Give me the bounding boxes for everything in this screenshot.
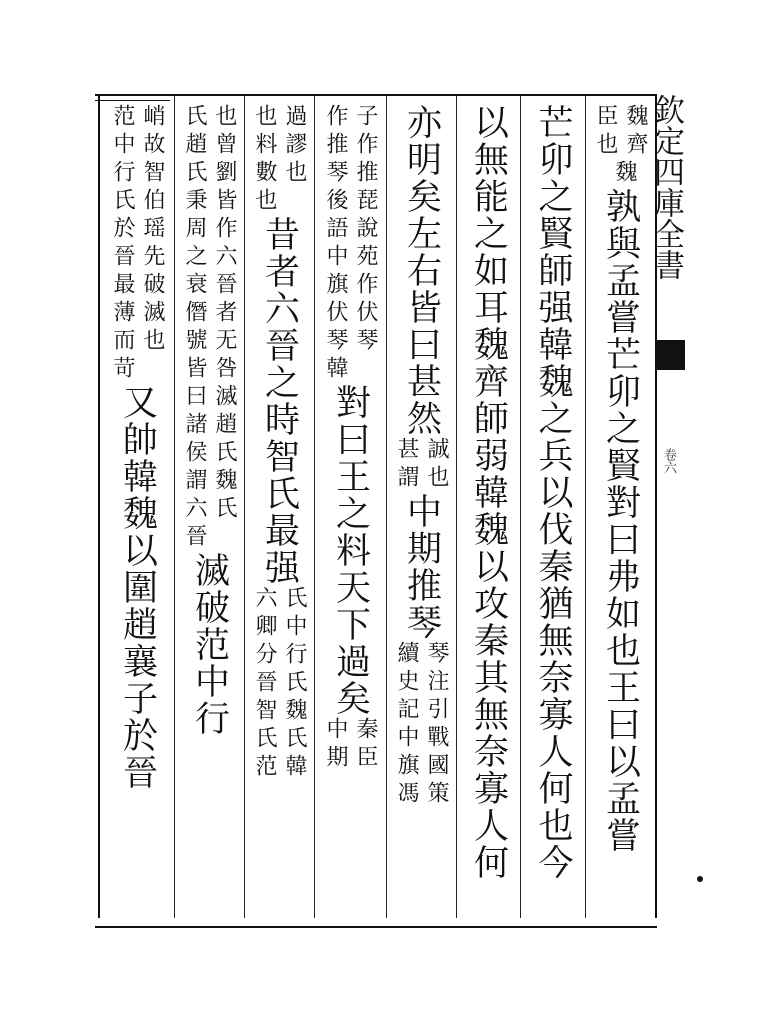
main-text: 亦明矣左右皆曰甚然 xyxy=(401,104,442,437)
text-column xyxy=(314,104,386,916)
commentary-text: 魏 xyxy=(612,160,637,188)
margin-fishtail-mark xyxy=(657,340,685,370)
margin-page-mark: 卷六 xyxy=(661,448,676,474)
commentary-text: 子作推琵說苑作伏琴 xyxy=(353,104,378,356)
commentary-text: 范中行氏於晉最薄而苛 xyxy=(110,104,135,384)
main-text: 又帥韓魏以圍趙襄子於晉 xyxy=(117,384,158,791)
main-text: 昔者六晉之時智氏最强 xyxy=(259,216,300,586)
text-column xyxy=(244,104,314,916)
commentary-pair xyxy=(253,104,305,216)
column-stack xyxy=(533,104,573,916)
margin-dot xyxy=(697,876,703,882)
main-text: 以無能之如耳魏齊師弱韓魏以攻秦其無奈寡人何 xyxy=(468,104,509,881)
text-column xyxy=(100,104,174,916)
commentary-text: 峭故智伯瑶先破滅也 xyxy=(140,104,165,356)
column-stack xyxy=(183,104,235,916)
commentary-pair xyxy=(395,641,447,809)
commentary-text: 臣也 xyxy=(593,104,618,160)
commentary-text: 琴注引戰國策 xyxy=(424,641,449,809)
commentary-text: 誠也 xyxy=(424,437,449,493)
column-stack xyxy=(594,104,646,916)
main-text: 芒卯之賢師强韓魏之兵以伐秦猶無奈寡人何也今 xyxy=(533,104,573,881)
top-border-inner xyxy=(95,100,170,101)
commentary-text: 過謬也 xyxy=(282,104,307,188)
column-stack xyxy=(468,104,509,916)
main-text: 對曰王之料天下過矣 xyxy=(330,384,371,717)
main-text: 中期推琴 xyxy=(401,493,442,641)
text-column xyxy=(456,104,520,916)
commentary-text: 六卿分晉智氏范 xyxy=(252,586,277,782)
commentary-pair xyxy=(253,586,305,782)
commentary-text: 氏中行氏魏氏韓 xyxy=(282,586,307,782)
commentary-text: 秦臣 xyxy=(353,717,378,773)
commentary-text: 也料數也 xyxy=(252,104,277,216)
commentary-pair xyxy=(395,437,447,493)
commentary-text: 氏趙氏秉周之衰僭號皆曰諸侯謂六晉 xyxy=(182,104,207,552)
main-text: 孰與孟嘗芒卯之賢對曰弗如也王曰以孟嘗 xyxy=(600,188,641,854)
main-text: 滅破范中行 xyxy=(189,552,230,737)
commentary-pair xyxy=(183,104,235,552)
commentary-pair xyxy=(111,104,163,384)
commentary-text: 甚謂 xyxy=(394,437,419,493)
column-stack xyxy=(111,104,163,916)
margin-book-title: 欽定四庫全書 xyxy=(648,94,684,280)
commentary-pair xyxy=(324,717,376,773)
commentary-pair xyxy=(324,104,376,384)
text-column xyxy=(520,104,585,916)
commentary-text: 中期 xyxy=(323,717,348,773)
column-stack xyxy=(395,104,447,916)
bottom-border xyxy=(95,926,657,928)
commentary-pair xyxy=(605,160,635,188)
commentary-text: 魏齊 xyxy=(623,104,648,160)
top-border xyxy=(95,94,657,96)
column-stack xyxy=(253,104,305,916)
text-column xyxy=(386,104,456,916)
text-column xyxy=(174,104,244,916)
commentary-text: 續史記中旗馮 xyxy=(394,641,419,809)
commentary-text: 作推琴後語中旗伏琴韓 xyxy=(323,104,348,384)
commentary-text: 也曾劉皆作六晉者无咎滅趙氏魏氏 xyxy=(212,104,237,524)
column-stack xyxy=(324,104,376,916)
commentary-pair xyxy=(594,104,646,160)
text-column xyxy=(585,104,655,916)
